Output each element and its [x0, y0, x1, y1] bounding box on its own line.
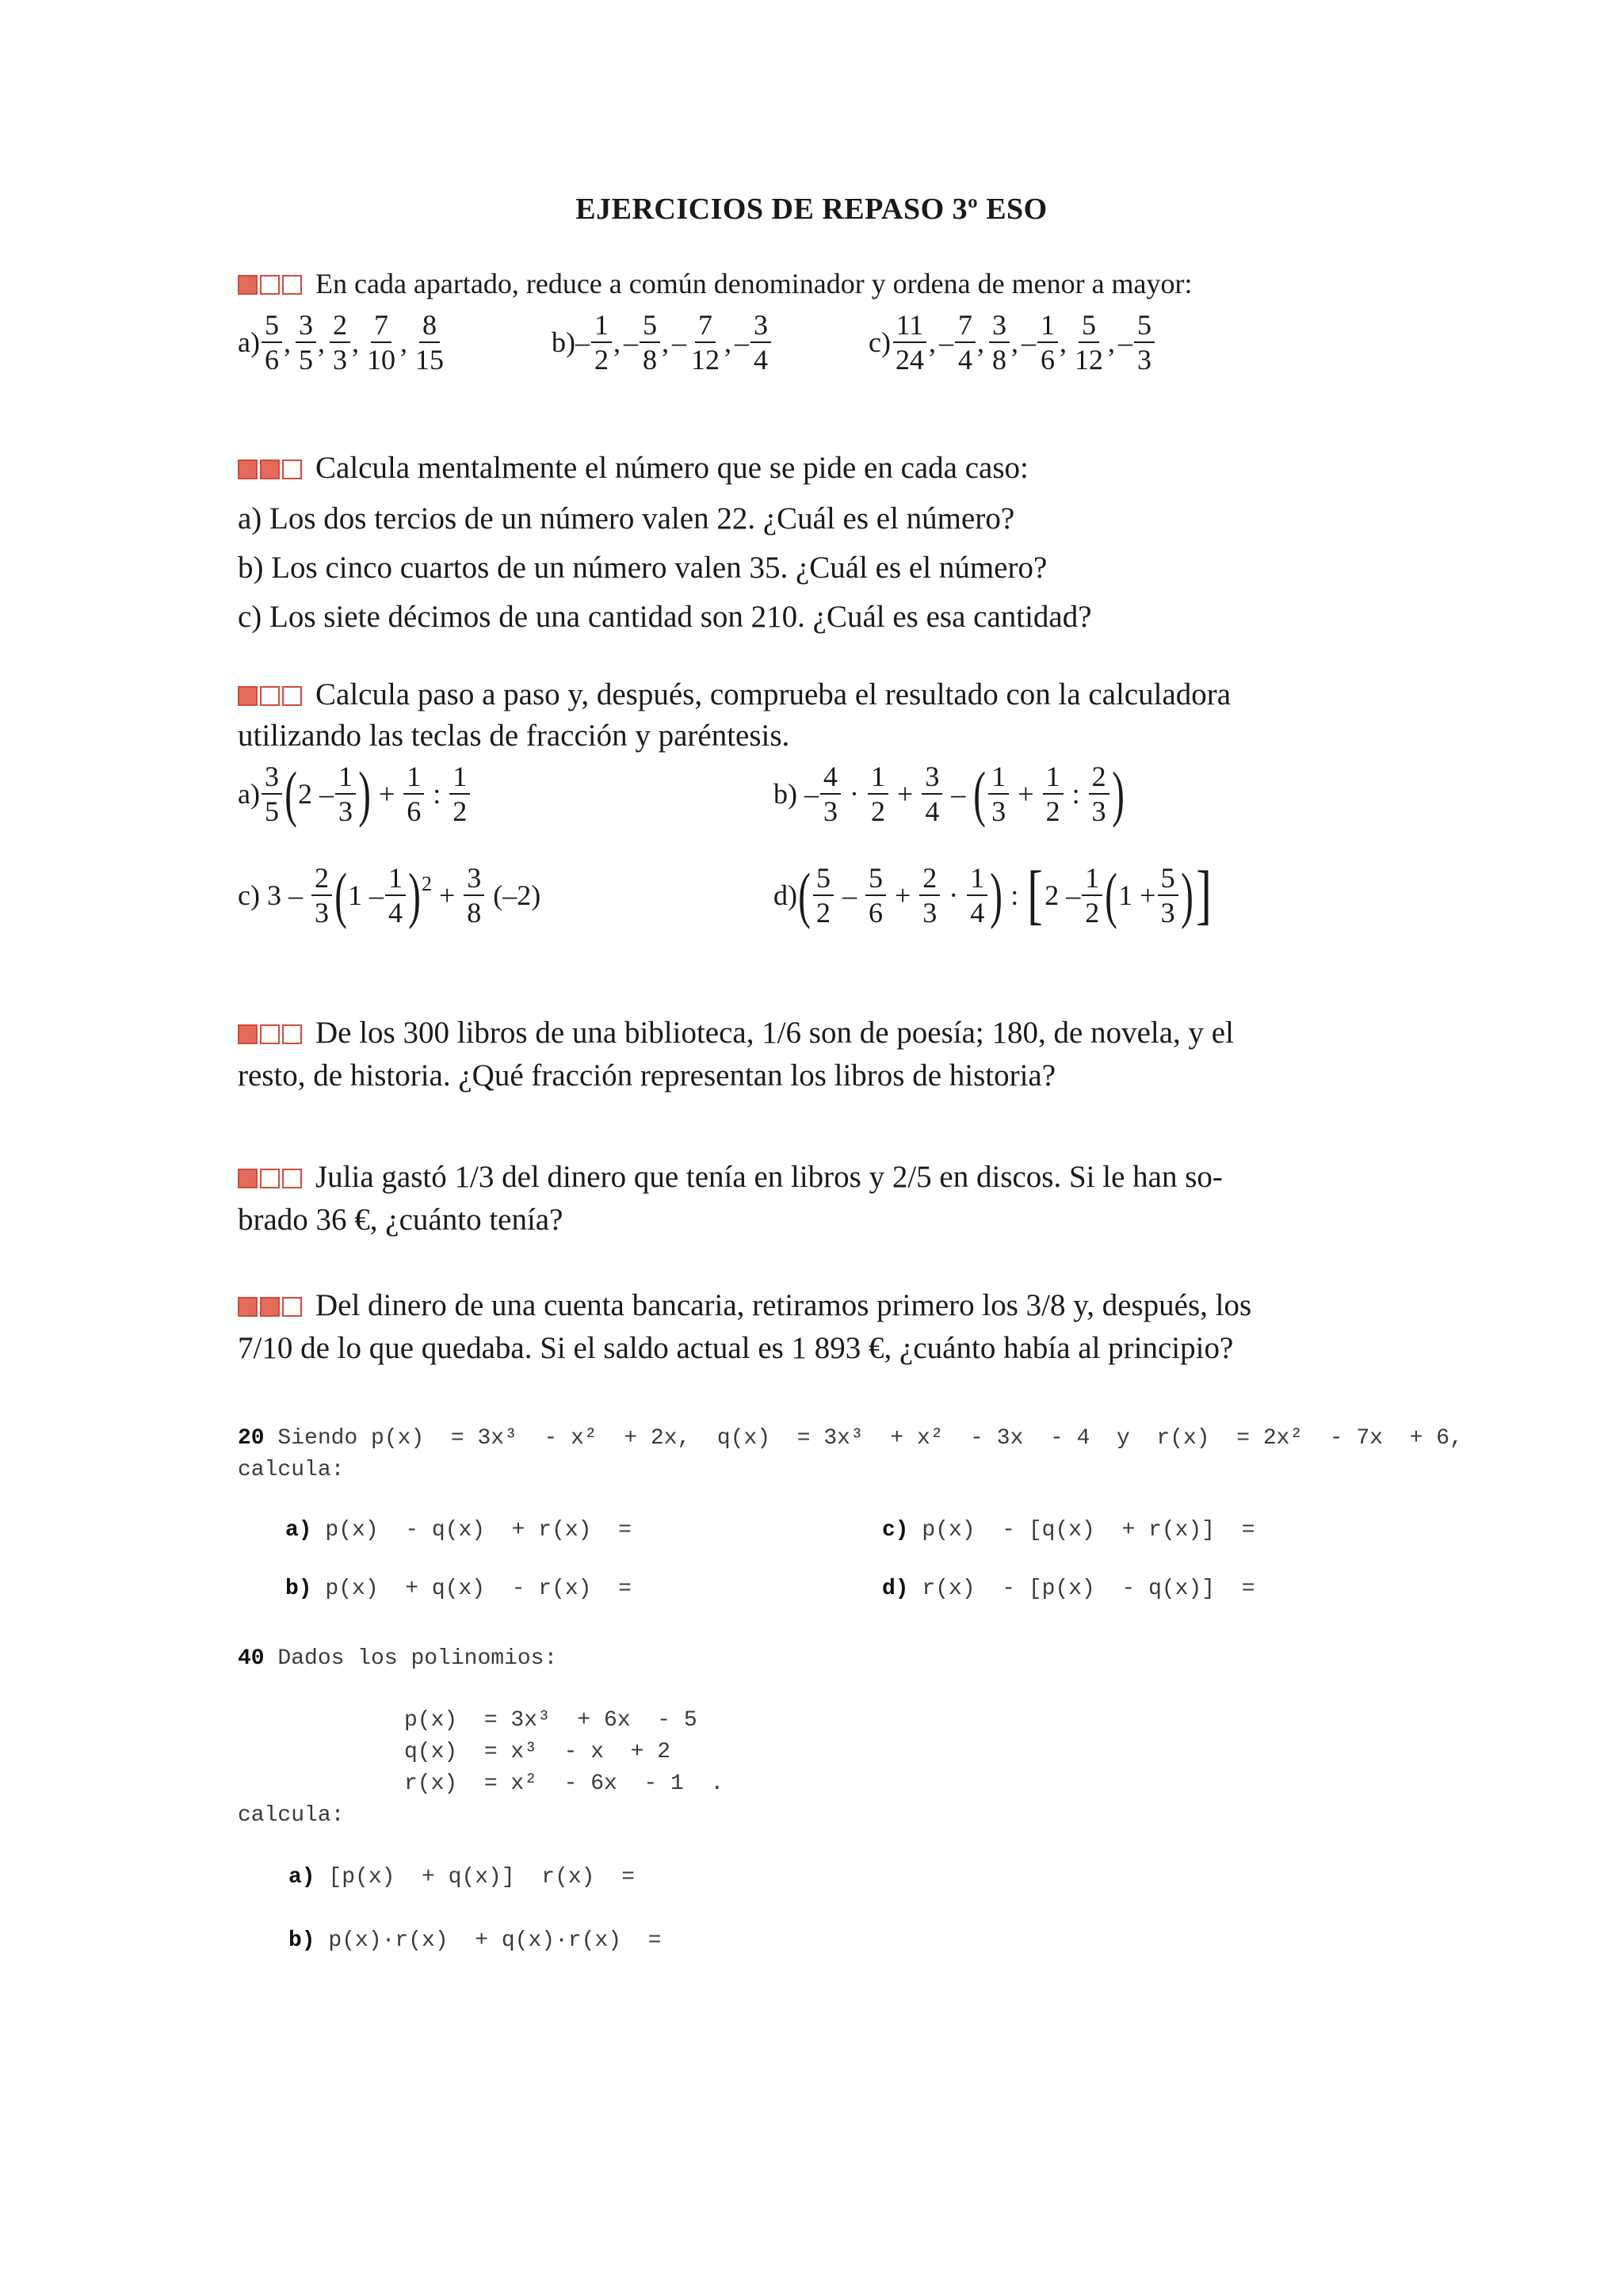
exercise-1: [238, 263, 1193, 374]
fraction: $\frac{11}{24}$: [892, 311, 927, 374]
difficulty-indicator: [238, 265, 304, 306]
exercise-6: [238, 1285, 1251, 1369]
minus-sign: –: [671, 326, 686, 358]
minus-sign: –: [1117, 326, 1132, 358]
separator: ,: [317, 326, 325, 358]
exercise-40: [238, 1643, 557, 1675]
fraction: $\frac{1}{2}$: [591, 311, 612, 374]
exercise-4-line-2: resto, de historia. ¿Qué fracción representan los libros de historia?: [238, 1058, 1056, 1093]
fraction: $\frac{1}{2}$: [868, 762, 888, 826]
separator: ,: [661, 326, 669, 358]
fraction: $\frac{1}{4}$: [385, 864, 406, 927]
exercise-20-statement: Siendo p(x) = 3x³ - x² + 2x, q(x) = 3x³ + x² - 3x - 4 y r(x) = 2x² - 7x + 6,: [277, 1426, 1463, 1451]
exercise-4: [238, 1013, 1234, 1097]
exercise-40-calcula: calcula:: [238, 1803, 345, 1828]
label-b: b): [288, 1928, 315, 1953]
exercise-20-item-d: [882, 1573, 1255, 1605]
exercise-5-line-1: Julia gastó 1/3 del dinero que tenía en libros y 2/5 en discos. Si le han so-: [315, 1160, 1223, 1194]
exercise-1-statement: En cada apartado, reduce a común denominador y ordena de menor a mayor:: [315, 268, 1193, 299]
fraction: $\frac{5}{3}$: [1158, 864, 1178, 927]
fraction: $\frac{5}{3}$: [1134, 311, 1155, 374]
label-a: a): [288, 1865, 315, 1890]
difficulty-indicator: [238, 677, 304, 716]
fraction: $\frac{8}{15}$: [414, 309, 444, 376]
fraction: $\frac{7}{4}$: [955, 311, 976, 374]
exercise-3-statement-1: Calcula paso a paso y, después, comprueba el resultado con la calculadora: [315, 677, 1232, 711]
label-c: c): [868, 326, 891, 358]
label-a: a): [238, 326, 260, 358]
fraction: $\frac{1}{2}$: [1043, 762, 1064, 826]
label-b: b): [773, 778, 797, 810]
polynomial-p: p(x) = 3x³ + 6x - 5: [404, 1708, 697, 1733]
label-a: a): [285, 1518, 312, 1543]
page-title: EJERCICIOS DE REPASO 3º ESO: [575, 193, 1048, 226]
fraction: $\frac{3}{5}$: [296, 311, 316, 374]
minus-sign: –: [623, 326, 638, 358]
exercise-4-line-1: De los 300 libros de una biblioteca, 1/6 son de poesía; 180, de novela, y el: [315, 1016, 1234, 1050]
fraction: $\frac{3}{8}$: [464, 864, 484, 927]
exercise-2-item-b: b) Los cinco cuartos de un número valen 35. ¿Cuál es el número?: [238, 551, 1048, 585]
polynomial-q: q(x) = x³ - x + 2: [404, 1740, 671, 1764]
exercise-40-item-a: [288, 1862, 635, 1894]
item-text: r(x) - [p(x) - q(x)] =: [922, 1577, 1255, 1601]
exercise-3-statement-2: utilizando las teclas de fracción y paréntesis.: [238, 719, 790, 753]
exercise-1-fractions: [238, 311, 1193, 374]
expression-b: b) – $\frac{4}{3}$ · $\frac{1}{2}$ + $\frac{3}{4}$ – ( $\frac{1}{3}$ + $\frac{1}{2}$ : $\frac{2}{3}$ ): [773, 758, 1125, 828]
fraction: $\frac{1}{3}$: [988, 762, 1009, 826]
fraction: $\frac{5}{2}$: [813, 864, 834, 927]
item-text: p(x) - [q(x) + r(x)] =: [922, 1518, 1255, 1543]
fraction: $\frac{1}{4}$: [967, 864, 987, 927]
difficulty-indicator: [238, 445, 304, 494]
item-text: [p(x) + q(x)] r(x) =: [328, 1865, 635, 1890]
fraction-list-b: [575, 311, 829, 374]
difficulty-indicator: [238, 1158, 304, 1199]
fraction: $\frac{2}{3}$: [1089, 762, 1109, 826]
minus-sign: –: [1021, 326, 1036, 358]
exercise-6-line-2: 7/10 de lo que quedaba. Si el saldo actual es 1 893 €, ¿cuánto había al principio?: [238, 1331, 1234, 1365]
fraction: $\frac{2}{3}$: [330, 311, 350, 374]
fraction: $\frac{4}{3}$: [820, 762, 841, 826]
exercise-6-line-1: Del dinero de una cuenta bancaria, retiramos primero los 3/8 y, después, los: [315, 1288, 1252, 1322]
label-d: d): [882, 1577, 909, 1601]
fraction: $\frac{7}{10}$: [366, 309, 395, 376]
fraction: $\frac{2}{3}$: [919, 864, 940, 927]
exercise-2-statement: Calcula mentalmente el número que se pide en cada caso:: [315, 451, 1029, 485]
exercise-40-item-b: [288, 1925, 662, 1957]
fraction: $\frac{2}{3}$: [311, 864, 332, 927]
fraction: $\frac{1}{6}$: [1037, 311, 1058, 374]
exercise-3: [238, 675, 1232, 933]
label-b: b): [285, 1577, 312, 1601]
fraction: $\frac{7}{12}$: [690, 309, 720, 376]
label-c: c): [882, 1518, 909, 1543]
item-text: p(x) + q(x) - r(x) =: [325, 1577, 632, 1601]
exercise-20-item-a: [285, 1515, 632, 1547]
expression-c: c) 3 – $\frac{2}{3}$ ( 1 – $\frac{1}{4}$ ) 2 + $\frac{3}{8}$ (–2): [238, 860, 541, 929]
fraction: $\frac{5}{6}$: [865, 864, 886, 927]
polynomial-r: r(x) = x² - 6x - 1 .: [404, 1772, 724, 1796]
item-text: p(x) - q(x) + r(x) =: [325, 1518, 632, 1543]
separator: ,: [1059, 326, 1067, 358]
minus-sign: –: [938, 326, 953, 358]
exercise-2: [238, 444, 1092, 642]
label-a: a): [238, 778, 260, 810]
difficulty-indicator: [238, 1287, 304, 1328]
separator: ,: [351, 326, 359, 358]
fraction: $\frac{1}{2}$: [449, 762, 470, 826]
fraction: $\frac{3}{5}$: [262, 762, 282, 826]
fraction-list-a: [260, 311, 521, 374]
expression-d: d) ( $\frac{5}{2}$ – $\frac{5}{6}$ + $\frac{2}{3}$ · $\frac{1}{4}$ ) : [ 2 – $\frac{1}{2}$ ( 1 + $\frac{5}{3}$ ) ]: [773, 858, 1212, 933]
exercise-20-item-c: [882, 1515, 1255, 1547]
separator: ,: [399, 326, 407, 358]
difficulty-indicator: [238, 1014, 304, 1055]
exercise-2-item-c: c) Los siete décimos de una cantidad son 210. ¿Cuál es esa cantidad?: [238, 600, 1092, 634]
separator: ,: [613, 326, 621, 358]
label-c: c): [238, 879, 260, 911]
separator: ,: [283, 326, 291, 358]
separator: ,: [928, 326, 936, 358]
exercise-2-item-a: a) Los dos tercios de un número valen 22. ¿Cuál es el número?: [238, 502, 1015, 536]
exercise-40-statement: Dados los polinomios:: [277, 1646, 558, 1671]
fraction: $\frac{3}{4}$: [750, 311, 771, 374]
exercise-number: 20: [238, 1426, 265, 1451]
fraction: $\frac{1}{2}$: [1082, 864, 1102, 927]
separator: ,: [1010, 326, 1018, 358]
label-d: d): [773, 879, 797, 911]
fraction: $\frac{1}{3}$: [335, 762, 356, 826]
fraction: $\frac{5}{12}$: [1074, 309, 1103, 376]
separator: ,: [976, 326, 984, 358]
exercise-5-line-2: brado 36 €, ¿cuánto tenía?: [238, 1203, 563, 1237]
fraction: $\frac{3}{8}$: [989, 311, 1010, 374]
fraction: $\frac{1}{6}$: [403, 762, 424, 826]
fraction: $\frac{3}{4}$: [922, 762, 942, 826]
exercise-5: [238, 1157, 1223, 1241]
label-b: b): [551, 326, 575, 358]
exercise-20-calcula: calcula:: [238, 1458, 345, 1482]
fraction: $\frac{5}{6}$: [262, 311, 282, 374]
fraction-list-c: [891, 311, 1156, 374]
minus-sign: –: [575, 326, 590, 358]
exercise-20-item-b: [285, 1573, 632, 1605]
exercise-20: [238, 1423, 1463, 1455]
separator: ,: [1107, 326, 1115, 358]
fraction: $\frac{5}{8}$: [640, 311, 660, 374]
separator: ,: [724, 326, 731, 358]
item-text: p(x)·r(x) + q(x)·r(x) =: [328, 1928, 662, 1953]
expression-a: a) $\frac{3}{5}$ ( 2 – $\frac{1}{3}$ ) + $\frac{1}{6}$ : $\frac{1}{2}$: [238, 762, 472, 826]
exercise-number: 40: [238, 1646, 265, 1671]
minus-sign: –: [734, 326, 749, 358]
